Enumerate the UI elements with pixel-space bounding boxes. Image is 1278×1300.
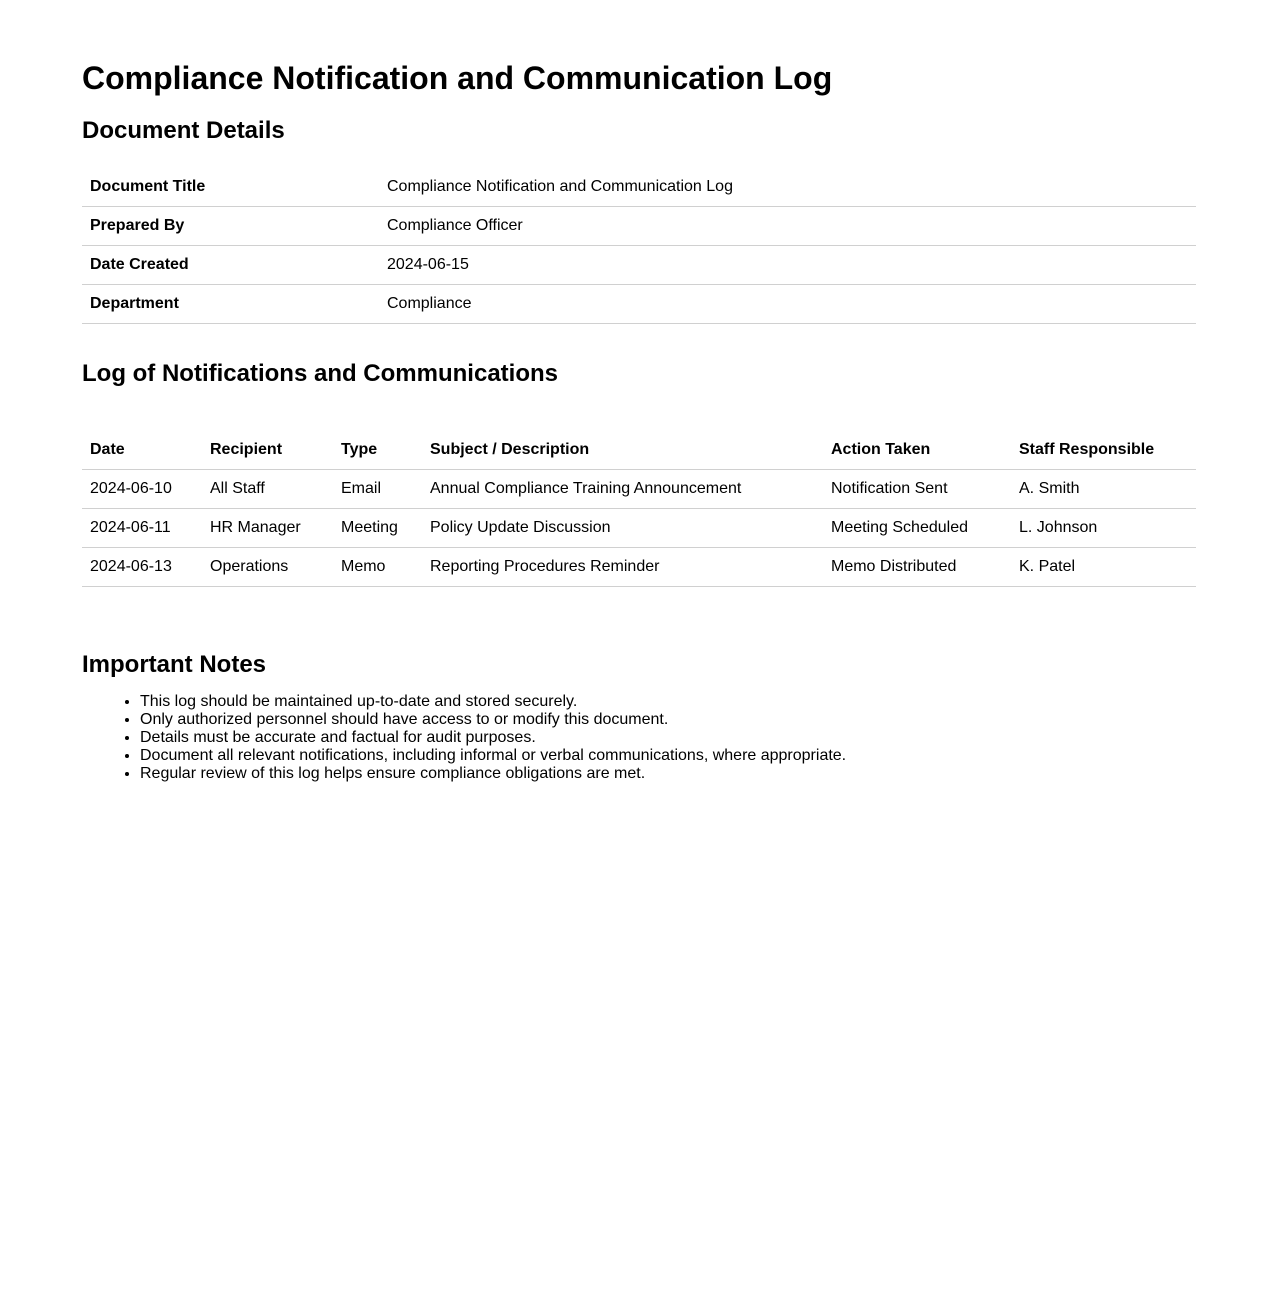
list-item: • Only authorized personnel should have access to or modify this document. <box>140 711 1196 729</box>
details-row <box>82 246 1196 285</box>
column-header-date: Date <box>82 431 202 470</box>
cell-date: 2024-06-13 <box>82 548 202 587</box>
details-row <box>82 207 1196 246</box>
cell-date: 2024-06-11 <box>82 509 202 548</box>
table-row <box>82 470 1196 509</box>
table-header-row <box>82 431 1196 470</box>
details-label: Date Created <box>82 246 379 285</box>
column-header-action: Action Taken <box>823 431 1011 470</box>
list-item: • This log should be maintained up-to-date and stored securely. <box>140 693 1196 711</box>
communication-log-table <box>82 431 1196 587</box>
important-notes-heading: Important Notes <box>82 651 267 678</box>
document-details-table <box>82 168 1196 324</box>
cell-recipient: All Staff <box>202 470 333 509</box>
list-item: • Document all relevant notifications, including informal or verbal communications, where appropriate. <box>140 747 1196 765</box>
cell-action: Meeting Scheduled <box>823 509 1011 548</box>
cell-action: Notification Sent <box>823 470 1011 509</box>
important-notes-list <box>82 693 1196 783</box>
list-item: • Regular review of this log helps ensure compliance obligations are met. <box>140 765 1196 783</box>
cell-type: Meeting <box>333 509 422 548</box>
cell-date: 2024-06-10 <box>82 470 202 509</box>
cell-recipient: Operations <box>202 548 333 587</box>
cell-recipient: HR Manager <box>202 509 333 548</box>
column-header-type: Type <box>333 431 422 470</box>
details-row <box>82 168 1196 207</box>
log-heading: Log of Notifications and Communications <box>82 360 558 387</box>
document-details-heading: Document Details <box>82 117 285 144</box>
cell-type: Memo <box>333 548 422 587</box>
table-row <box>82 509 1196 548</box>
cell-type: Email <box>333 470 422 509</box>
cell-subject: Policy Update Discussion <box>422 509 823 548</box>
details-label: Department <box>82 285 379 324</box>
column-header-recipient: Recipient <box>202 431 333 470</box>
cell-subject: Reporting Procedures Reminder <box>422 548 823 587</box>
details-value: Compliance Notification and Communication Log <box>379 168 1196 207</box>
details-label: Prepared By <box>82 207 379 246</box>
details-label: Document Title <box>82 168 379 207</box>
cell-subject: Annual Compliance Training Announcement <box>422 470 823 509</box>
details-value: 2024-06-15 <box>379 246 1196 285</box>
list-item: • Details must be accurate and factual for audit purposes. <box>140 729 1196 747</box>
column-header-subject: Subject / Description <box>422 431 823 470</box>
details-row <box>82 285 1196 324</box>
column-header-staff: Staff Responsible <box>1011 431 1196 470</box>
cell-staff: K. Patel <box>1011 548 1196 587</box>
cell-staff: L. Johnson <box>1011 509 1196 548</box>
details-value: Compliance Officer <box>379 207 1196 246</box>
details-value: Compliance <box>379 285 1196 324</box>
cell-staff: A. Smith <box>1011 470 1196 509</box>
cell-action: Memo Distributed <box>823 548 1011 587</box>
table-row <box>82 548 1196 587</box>
page-title: Compliance Notification and Communication Log <box>82 60 833 96</box>
